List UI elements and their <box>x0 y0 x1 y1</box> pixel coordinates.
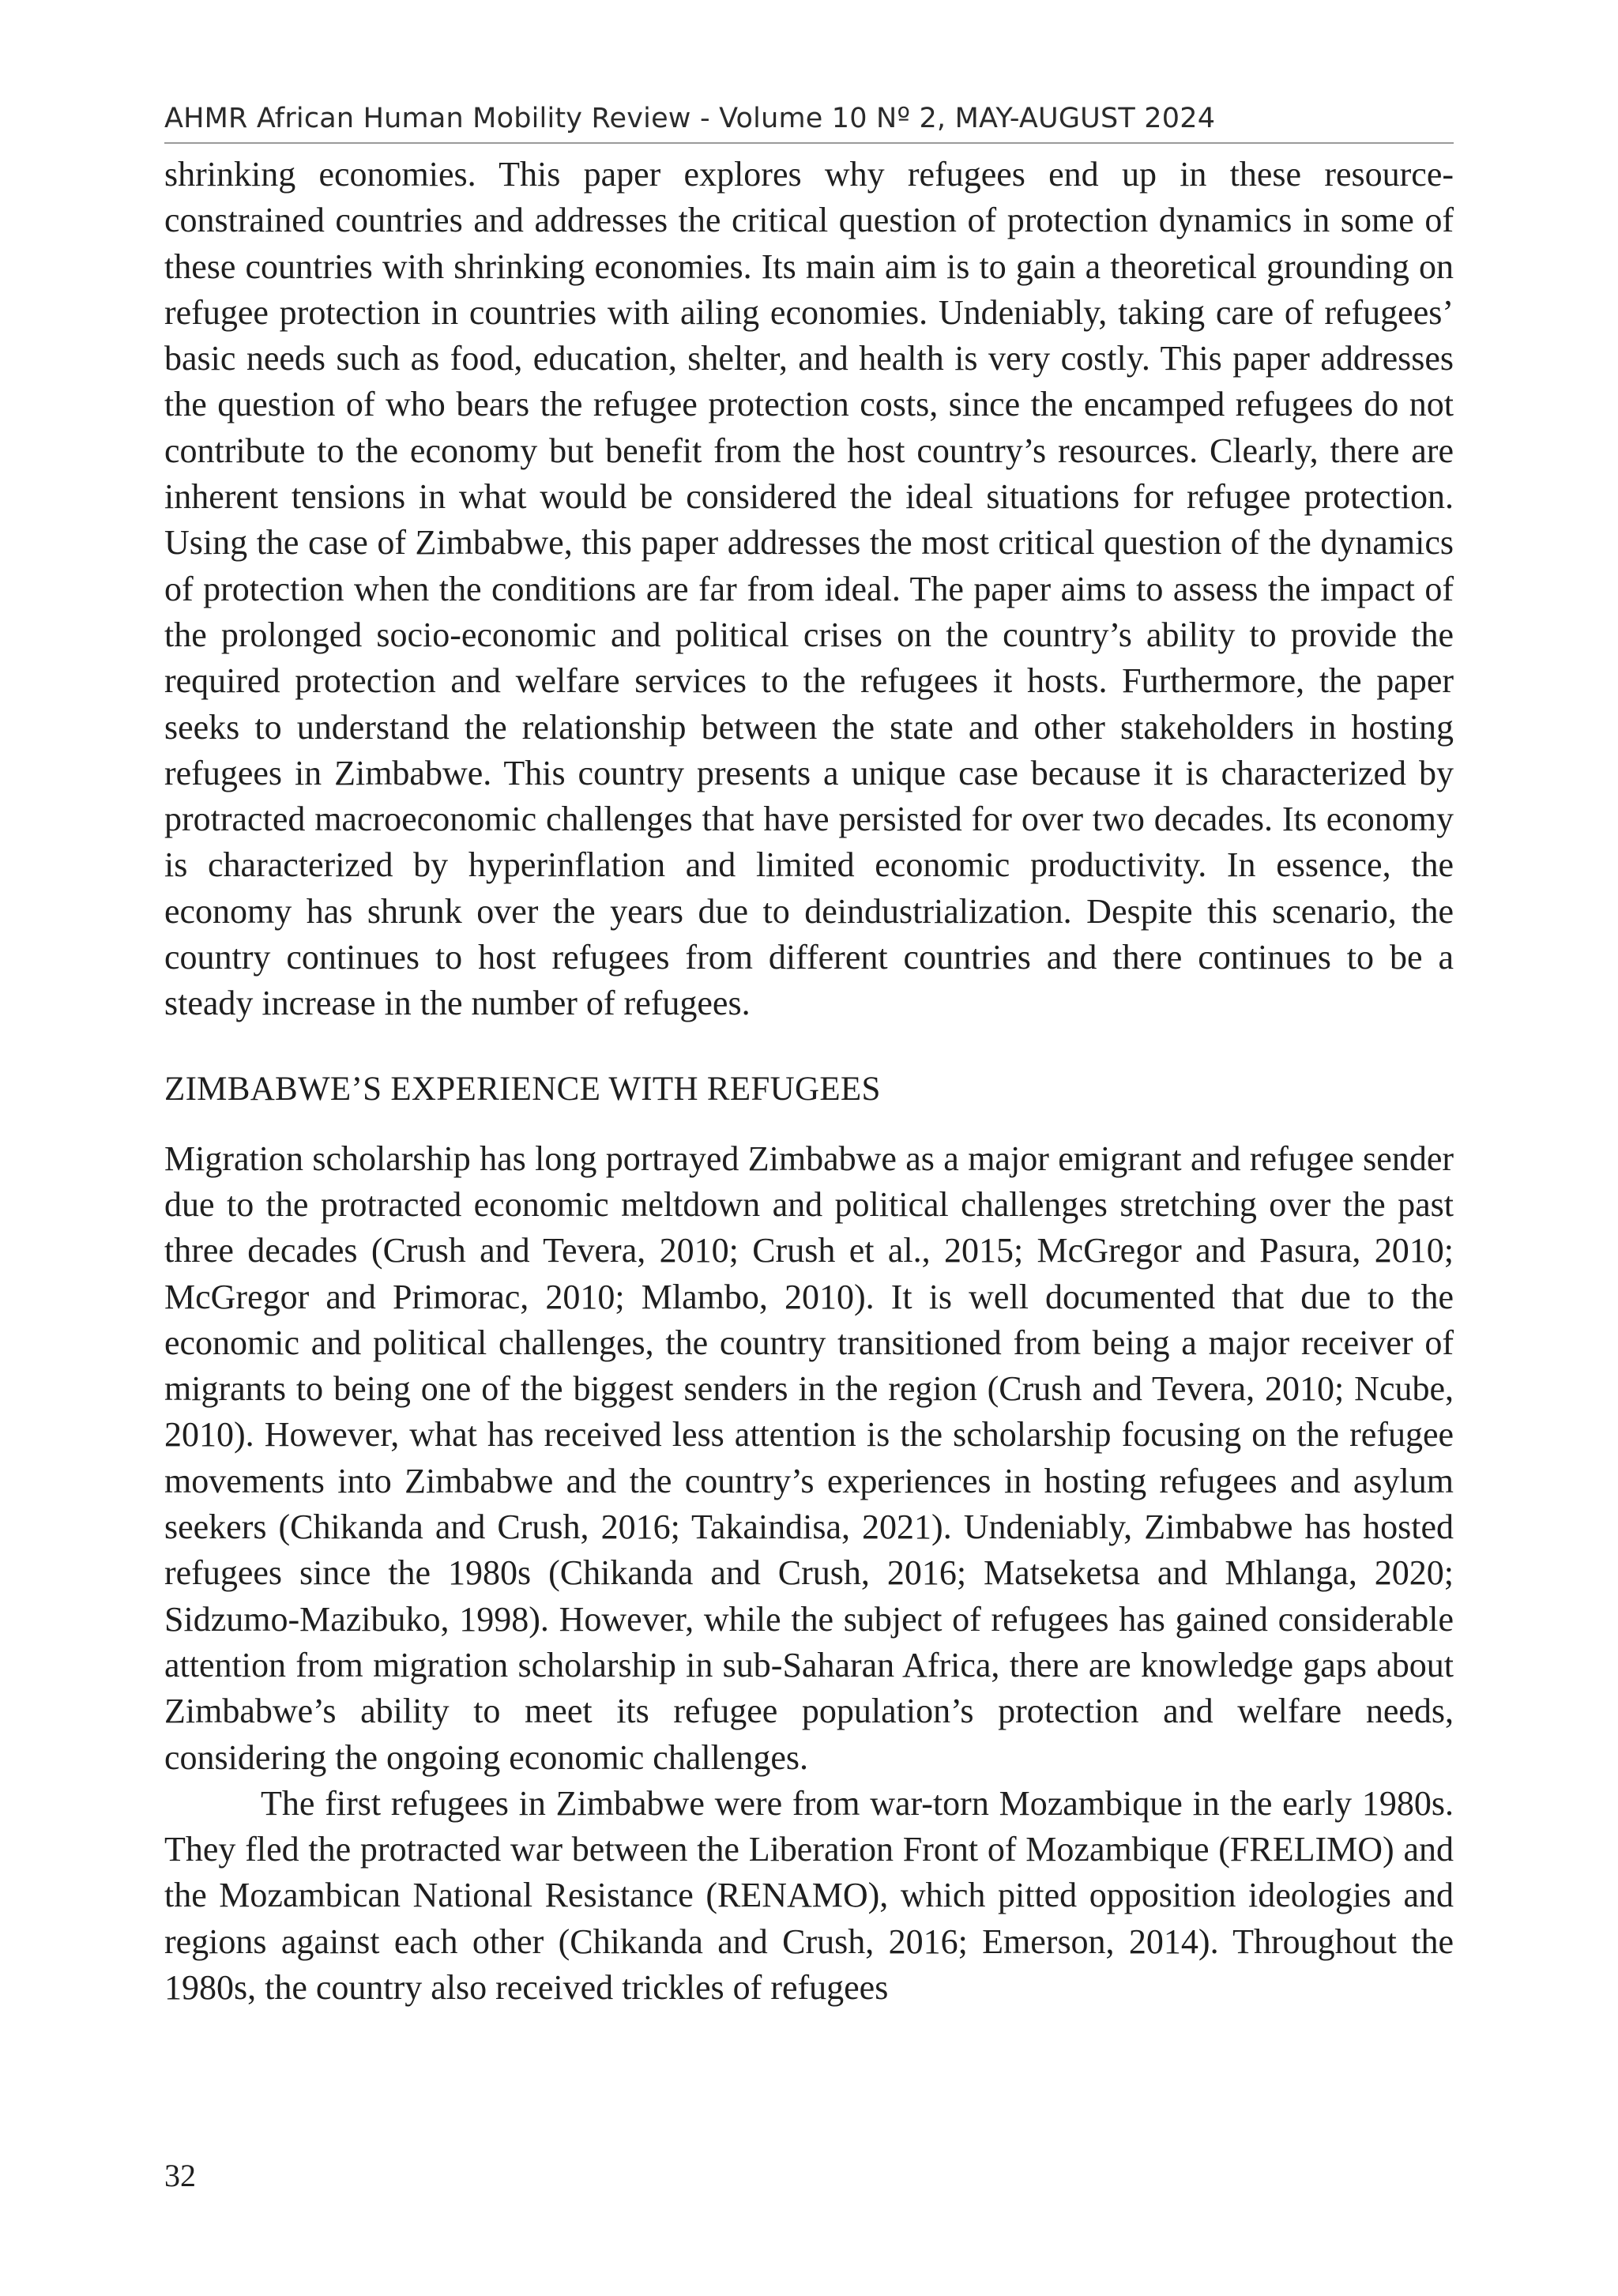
section-heading: ZIMBABWE’S EXPERIENCE WITH REFUGEES <box>164 1070 881 1108</box>
body-paragraph: shrinking economies. This paper explores why refugees end up in these resource-constrained countries and addresses the critical question of protection dynamics in some of these countries with shrinking economies. Its main aim is to gain a theoretical grounding on refugee protection in countries with ailing economies. Undeniably, taking care of refugees’ basic needs such as food, education, shelter, and health is very costly. This paper addresses the question of who bears the refugee protection costs, since the encamped refugees do not contribute to the economy but benefit from the host country’s resources. Clearly, there are inherent tensions in what would be considered the ideal situations for refugee protection. Using the case of Zimbabwe, this paper addresses the most critical question of the dynamics of protection when the conditions are far from ideal. The paper aims to assess the impact of the prolonged socio-economic and political crises on the country’s ability to provide the required protection and welfare services to the refugees it hosts. Furthermore, the paper seeks to understand the relationship between the state and other stakeholders in hosting refugees in Zimbabwe. This country presents a unique case because it is characterized by protracted macroeconomic challenges that have persisted for over two decades. Its economy is characterized by hyperinflation and limited economic productivity. In essence, the economy has shrunk over the years due to deindustrialization. Despite this scenario, the country continues to host refugees from different countries and there continues to be a steady increase in the number of refugees. <box>164 155 1454 1023</box>
header-divider <box>164 142 1454 144</box>
body-paragraph: The first refugees in Zimbabwe were from war-torn Mozambique in the early 1980s. They fled the protracted war between the Liberation Front of Mozambique (FRELIMO) and the Mozambican National Resistance (RENAMO), which pitted opposition ideologies and regions against each other (Chikanda and Crush, 2016; Emerson, 2014). Throughout the 1980s, the country also received trickles of refugees <box>164 1783 1454 2007</box>
running-header: AHMR African Human Mobility Review - Volume 10 Nº 2, MAY-AUGUST 2024 <box>164 103 1216 134</box>
article-body <box>164 152 1454 2011</box>
body-paragraph: Migration scholarship has long portrayed Zimbabwe as a major emigrant and refugee sender due to the protracted economic meltdown and political challenges stretching over the past three decades (Crush and Tevera, 2010; Crush et al., 2015; McGregor and Pasura, 2010; McGregor and Primorac, 2010; Mlambo, 2010). It is well documented that due to the economic and political challenges, the country transitioned from being a major receiver of migrants to being one of the biggest senders in the region (Crush and Tevera, 2010; Ncube, 2010). However, what has received less attention is the scholarship focusing on the refugee movements into Zimbabwe and the country’s experiences in hosting refugees and asylum seekers (Chikanda and Crush, 2016; Takaindisa, 2021). Undeniably, Zimbabwe has hosted refugees since the 1980s (Chikanda and Crush, 2016; Matseketsa and Mhlanga, 2020; Sidzumo-Mazibuko, 1998). However, while the subject of refugees has gained considerable attention from migration scholarship in sub-Saharan Africa, there are knowledge gaps about Zimbabwe’s ability to meet its refugee population’s protection and welfare needs, considering the ongoing economic challenges. <box>164 1139 1454 1777</box>
page-number: 32 <box>164 2158 196 2193</box>
